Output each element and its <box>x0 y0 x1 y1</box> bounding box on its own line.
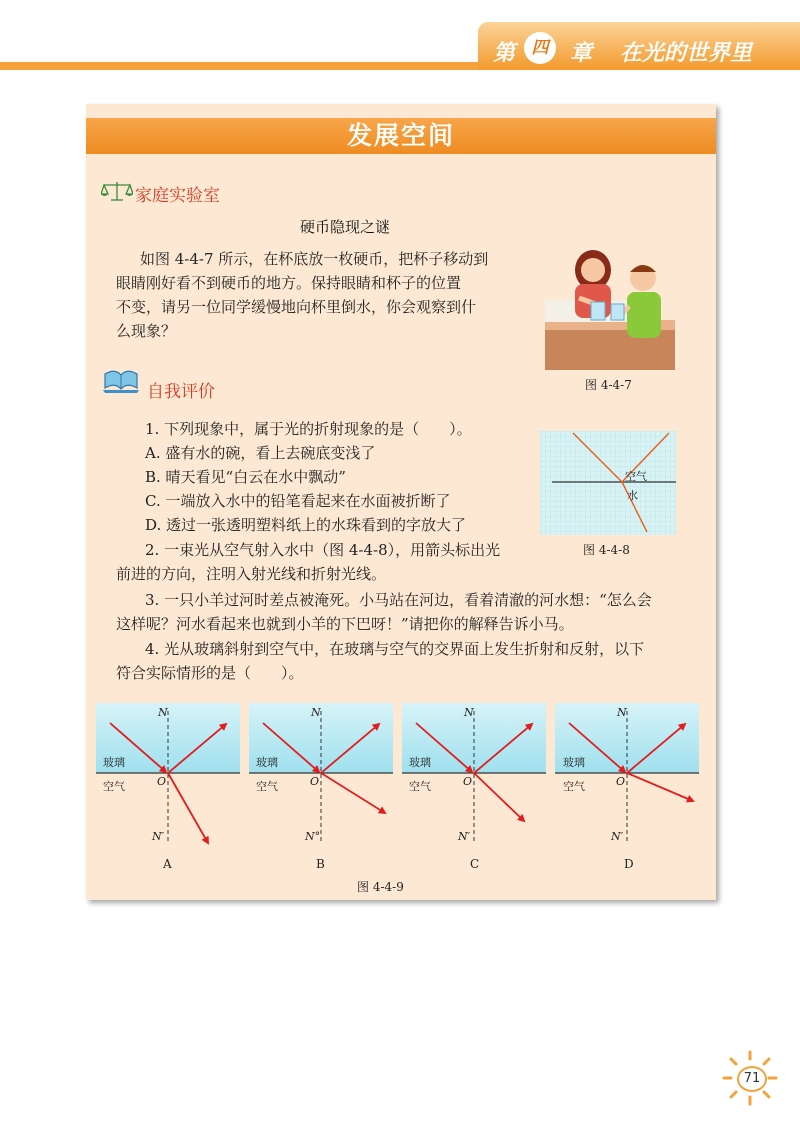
panel-b-o-label: O <box>310 775 320 788</box>
panel-b-air-label: 空气 <box>256 780 278 793</box>
chapter-title: 在光的世界里 <box>620 40 753 66</box>
panel-c-n-label: N <box>464 706 474 719</box>
figure-449-caption: 图 4-4-9 <box>357 880 404 894</box>
home-lab-title: 家庭实验室 <box>135 186 220 206</box>
question-2-line-2: 前进的方向，注明入射光线和折射光线。 <box>116 565 387 583</box>
panel-a-glass-label: 玻璃 <box>103 756 125 769</box>
panel-c-o-label: O <box>463 775 473 788</box>
figure-447-caption: 图 4-4-7 <box>585 378 632 392</box>
panel-d-n-label: N <box>617 706 627 719</box>
fig448-air-label: 空气 <box>625 470 647 483</box>
figure-447-illustration <box>545 240 675 370</box>
panel-c-air-label: 空气 <box>409 780 431 793</box>
experiment-line-3: 不变，请另一位同学缓慢地向杯里倒水，你会观察到什 <box>116 298 477 316</box>
panel-c-letter: C <box>470 857 480 871</box>
figure-448-caption: 图 4-4-8 <box>583 543 630 557</box>
panel-d-diagram <box>555 703 699 841</box>
panel-a-n-label: N <box>158 706 168 719</box>
experiment-line-2: 眼睛刚好看不到硬币的地方。保持眼睛和杯子的位置 <box>116 274 462 292</box>
panel-d-n-prime-label: N′ <box>611 830 624 843</box>
figure-448-diagram <box>540 431 676 535</box>
panel-c-glass-label: 玻璃 <box>409 756 431 769</box>
panel-d-glass-label: 玻璃 <box>563 756 585 769</box>
chapter-prefix: 第 <box>493 40 516 66</box>
panel-b-glass-label: 玻璃 <box>256 756 278 769</box>
experiment-title: 硬币隐现之谜 <box>300 218 391 236</box>
panel-a-letter: A <box>163 857 172 871</box>
panel-b-n-prime-label: N° <box>305 830 321 843</box>
panel-b-diagram <box>249 703 393 841</box>
panel-title: 发展空间 <box>346 121 455 150</box>
q1-option-b: B. 晴天看见“白云在水中飘动” <box>145 468 346 486</box>
balance-scale-icon <box>101 180 133 202</box>
question-4-line-1: 4. 光从玻璃斜射到空气中，在玻璃与空气的交界面上发生折射和反射，以下 <box>145 640 645 658</box>
panel-c-n-prime-label: N′ <box>458 830 471 843</box>
panel-a-air-label: 空气 <box>103 780 125 793</box>
page-number: 71 <box>737 1066 767 1092</box>
panel-c-diagram <box>402 703 546 841</box>
experiment-line-1: 如图 4-4-7 所示，在杯底放一枚硬币，把杯子移动到 <box>140 250 489 268</box>
panel-d-o-label: O <box>616 775 626 788</box>
panel-b-letter: B <box>316 857 325 871</box>
question-2-line-1: 2. 一束光从空气射入水中（图 4-4-8），用箭头标出光 <box>145 541 501 559</box>
question-1: 1. 下列现象中，属于光的折射现象的是（ ）。 <box>145 420 472 438</box>
panel-b-n-label: N <box>311 706 321 719</box>
experiment-line-4: 么现象？ <box>116 322 177 340</box>
chapter-number-badge: 四 <box>524 32 556 64</box>
panel-a-n-prime-label: N′ <box>152 830 165 843</box>
fig448-water-label: 水 <box>627 489 638 502</box>
question-4-line-2: 符合实际情形的是（ ）。 <box>116 664 304 682</box>
question-3-line-2: 这样呢？河水看起来也就到小羊的下巴呀！”请把你的解释告诉小马。 <box>116 615 574 633</box>
q1-option-a: A. 盛有水的碗，看上去碗底变浅了 <box>145 444 376 462</box>
panel-a-o-label: O <box>157 775 167 788</box>
chapter-suffix: 章 <box>570 40 593 66</box>
q1-option-c: C. 一端放入水中的铅笔看起来在水面被折断了 <box>145 492 451 510</box>
panel-d-air-label: 空气 <box>563 780 585 793</box>
panel-a-diagram <box>96 703 240 843</box>
self-eval-title: 自我评价 <box>147 382 215 402</box>
q1-option-d: D. 透过一张透明塑料纸上的水珠看到的字放大了 <box>145 516 467 534</box>
panel-d-letter: D <box>624 857 634 871</box>
question-3-line-1: 3. 一只小羊过河时差点被淹死。小马站在河边，看着清澈的河水想：“怎么会 <box>145 591 652 609</box>
book-icon <box>101 366 139 394</box>
